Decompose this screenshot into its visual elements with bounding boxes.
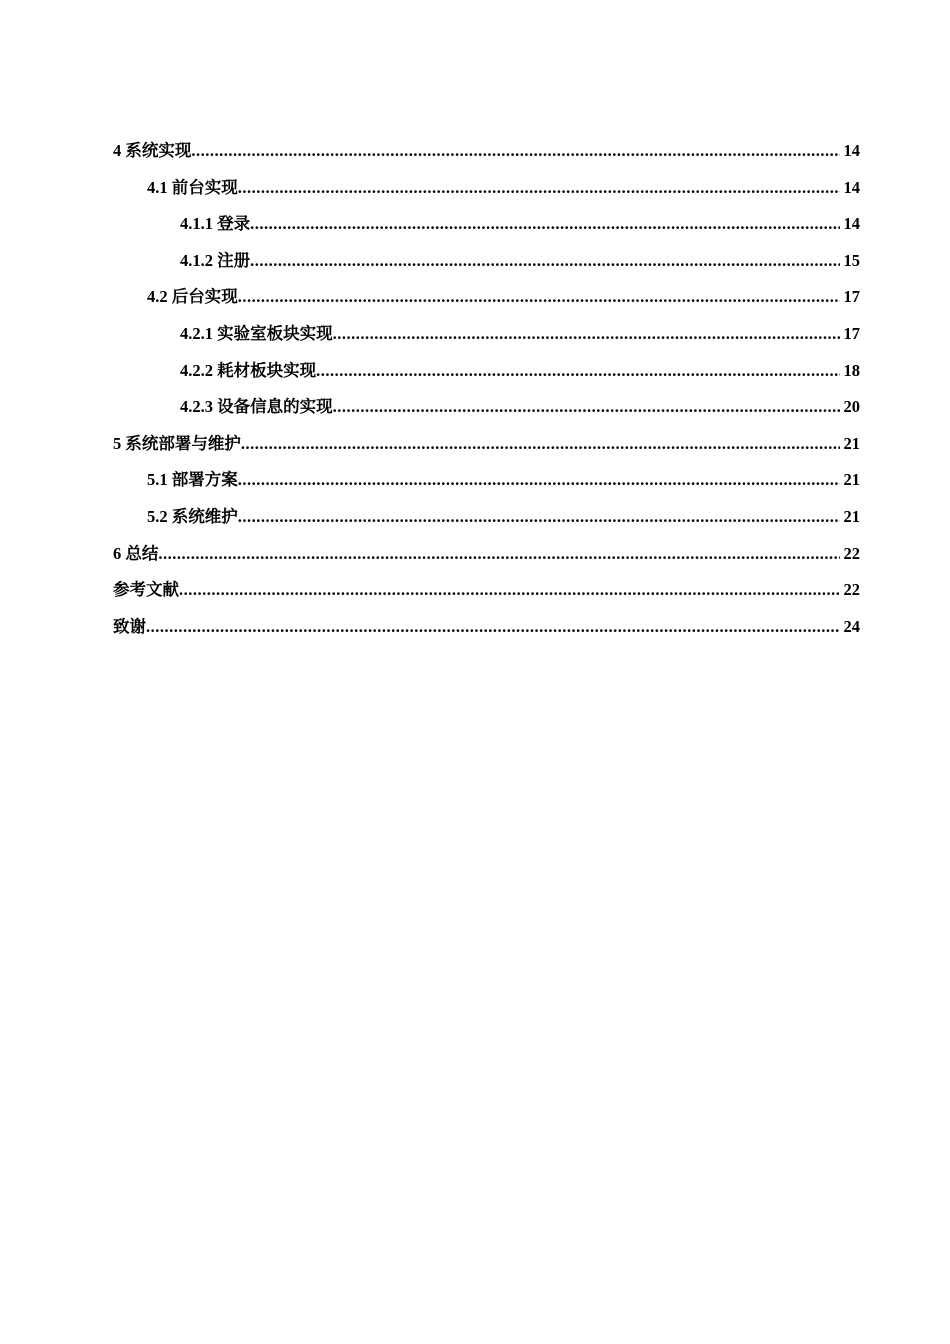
toc-entry-title: 5.1 部署方案 — [147, 470, 238, 490]
toc-entry-page: 22 — [843, 580, 860, 600]
toc-entry-page: 17 — [843, 323, 860, 343]
toc-dot-leader — [179, 576, 840, 604]
toc-entry-title: 4.1.2 注册 — [180, 250, 251, 270]
toc-entry[interactable] — [113, 393, 860, 430]
toc-entry[interactable] — [113, 430, 860, 467]
toc-entry[interactable] — [113, 503, 860, 540]
toc-entry-page: 14 — [843, 177, 860, 197]
toc-entry[interactable] — [113, 540, 860, 577]
toc-dot-leader — [158, 540, 840, 568]
toc-dot-leader — [191, 137, 840, 165]
toc-entry[interactable] — [113, 613, 860, 650]
toc-dot-leader — [146, 613, 840, 641]
toc-dot-leader — [238, 466, 840, 494]
toc-entry[interactable] — [113, 466, 860, 503]
toc-dot-leader — [241, 430, 840, 458]
toc-dot-leader — [333, 393, 840, 421]
toc-entry-page: 21 — [843, 506, 860, 526]
toc-entry-title: 4.2.1 实验室板块实现 — [180, 323, 333, 343]
toc-entry-page: 21 — [843, 433, 860, 453]
toc-entry-page: 24 — [843, 616, 860, 636]
toc-entry[interactable] — [113, 247, 860, 284]
toc-entry-title: 6 总结 — [113, 543, 159, 563]
toc-entry-title: 5 系统部署与维护 — [113, 433, 241, 453]
toc-dot-leader — [250, 247, 840, 275]
toc-entry[interactable] — [113, 357, 860, 394]
toc-entry-page: 14 — [843, 141, 860, 160]
toc-entry-title: 4 系统实现 — [113, 141, 192, 160]
toc-dot-leader — [238, 174, 840, 202]
toc-dot-leader — [316, 357, 840, 385]
toc-entry-title: 5.2 系统维护 — [147, 506, 238, 526]
toc-entry-title: 4.2.2 耗材板块实现 — [180, 360, 317, 380]
toc-entry-page: 21 — [843, 470, 860, 490]
toc-entry-title: 4.2.3 设备信息的实现 — [180, 397, 333, 417]
toc-entry-page: 22 — [843, 543, 860, 563]
toc-entry-title: 参考文献 — [113, 580, 179, 600]
toc-entry[interactable] — [113, 210, 860, 247]
toc-entry-page: 20 — [843, 397, 860, 417]
toc-entry-page: 14 — [843, 214, 860, 234]
toc-dot-leader — [238, 503, 840, 531]
toc-dot-leader — [250, 210, 840, 238]
toc-entry[interactable] — [113, 576, 860, 613]
toc-entry[interactable] — [113, 320, 860, 357]
toc-entry-title: 4.2 后台实现 — [147, 287, 238, 307]
toc-entry-page: 18 — [843, 360, 860, 380]
toc-dot-leader — [333, 320, 840, 348]
toc-entry-title: 致谢 — [113, 616, 146, 636]
toc-entry-title: 4.1.1 登录 — [180, 214, 251, 234]
toc-entry[interactable] — [113, 137, 860, 174]
table-of-contents — [113, 137, 860, 649]
toc-dot-leader — [238, 283, 840, 311]
toc-entry-page: 17 — [843, 287, 860, 307]
toc-entry-title: 4.1 前台实现 — [147, 177, 238, 197]
toc-entry-page: 15 — [843, 250, 860, 270]
toc-entry[interactable] — [113, 283, 860, 320]
toc-entry[interactable] — [113, 174, 860, 211]
